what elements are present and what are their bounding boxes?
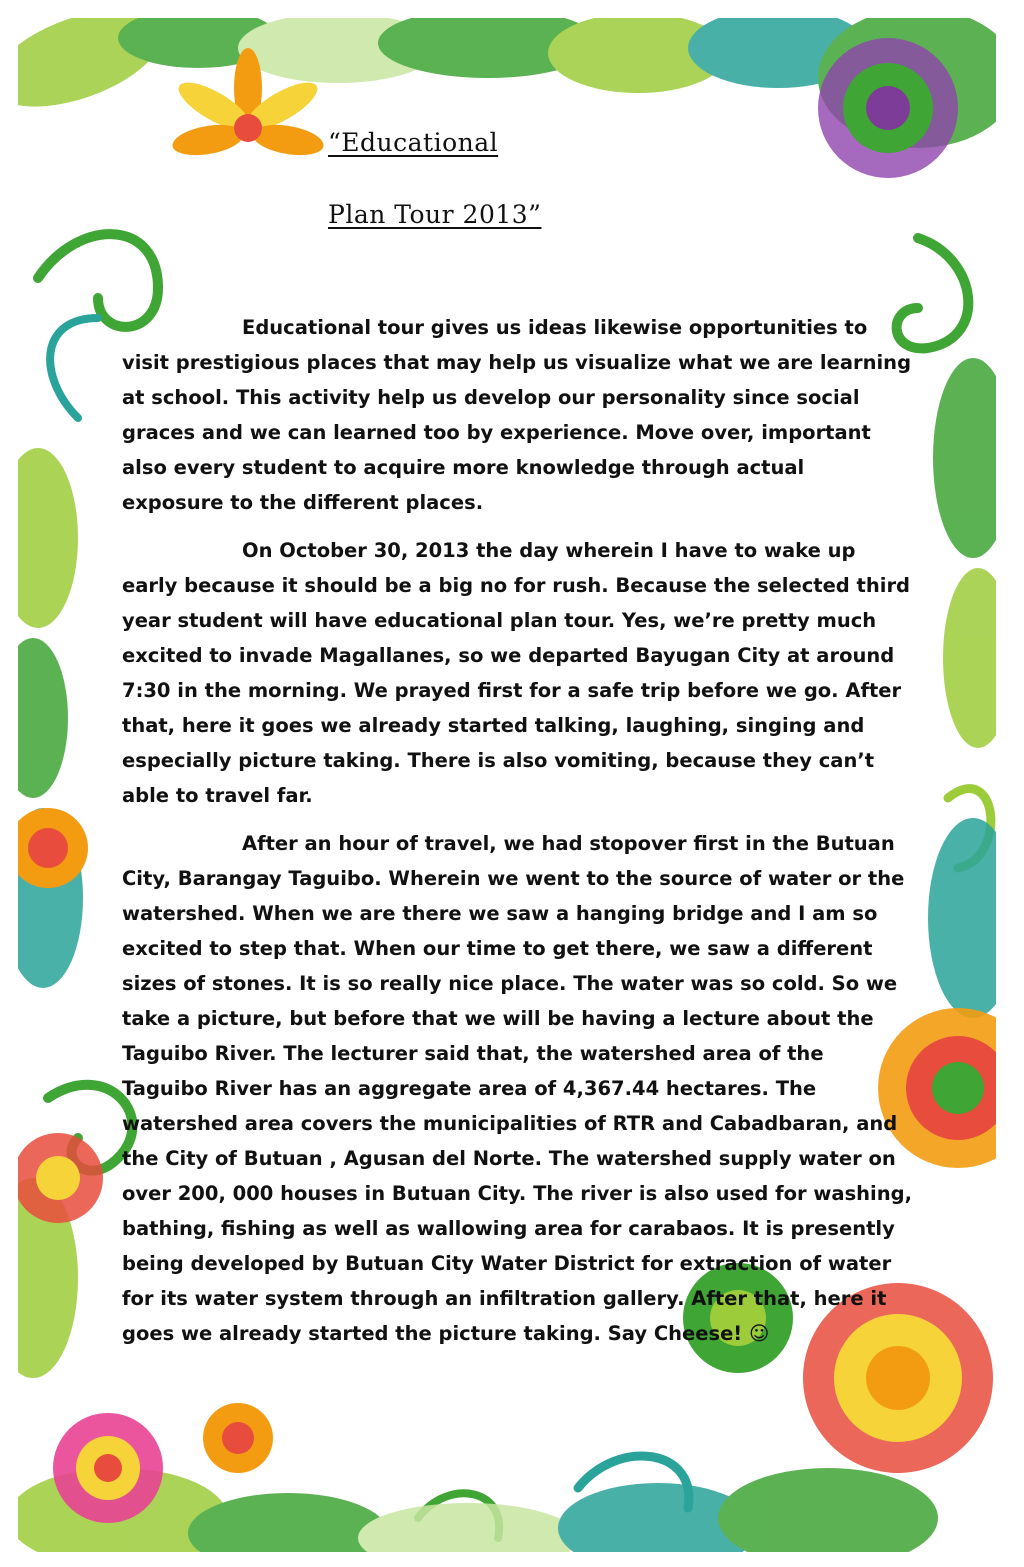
body-text (122, 310, 912, 1364)
paragraph-2: On October 30, 2013 the day wherein I have to wake up early because it should be a big no for rush. Because the selected third year student will have educational plan tour. Yes, we’re pretty much excited to invade Magallanes, so we departed Bayugan City at around 7:30 in the morning. We prayed first for a safe trip before we go. After that, here it goes we already started talking, laughing, singing and especially picture taking. There is also vomiting, because they can’t able to travel far. (122, 539, 911, 807)
paragraph-1: Educational tour gives us ideas likewise opportunities to visit prestigious places that may help us visualize what we are learning at school. This activity help us develop our personality since social graces and we can learned too by experience. Move over, important also every student to acquire more knowledge through actual exposure to the different places. (122, 316, 912, 514)
title-line-2: Plan Tour 2013” (328, 200, 542, 229)
document-page (18, 18, 996, 1552)
title-line-1: “Educational (328, 128, 499, 157)
paragraph-3: After an hour of travel, we had stopover first in the Butuan City, Barangay Taguibo. Wherein we went to the source of water or the watershed. When we are there we saw a hanging bridge and I am so excited to step that. When our time to get there, we saw a different sizes of stones. It is so really nice place. The water was so cold. So we take a picture, but before that we will be having a lecture about the Taguibo River. The lecturer said that, the watershed area of the Taguibo River has an aggregate area of 4,367.44 hectares. The watershed area covers the municipalities of RTR and Cabadbaran, and the City of Butuan , Agusan del Norte. The watershed supply water on over 200, 000 houses in Butuan City. The river is also used for washing, bathing, fishing as well as wallowing area for carabaos. It is presently being developed by Butuan City Water District for extraction of water for its water system through an infiltration gallery. After that, here it goes we already started the picture taking. Say Cheese! ☺ (122, 832, 912, 1345)
